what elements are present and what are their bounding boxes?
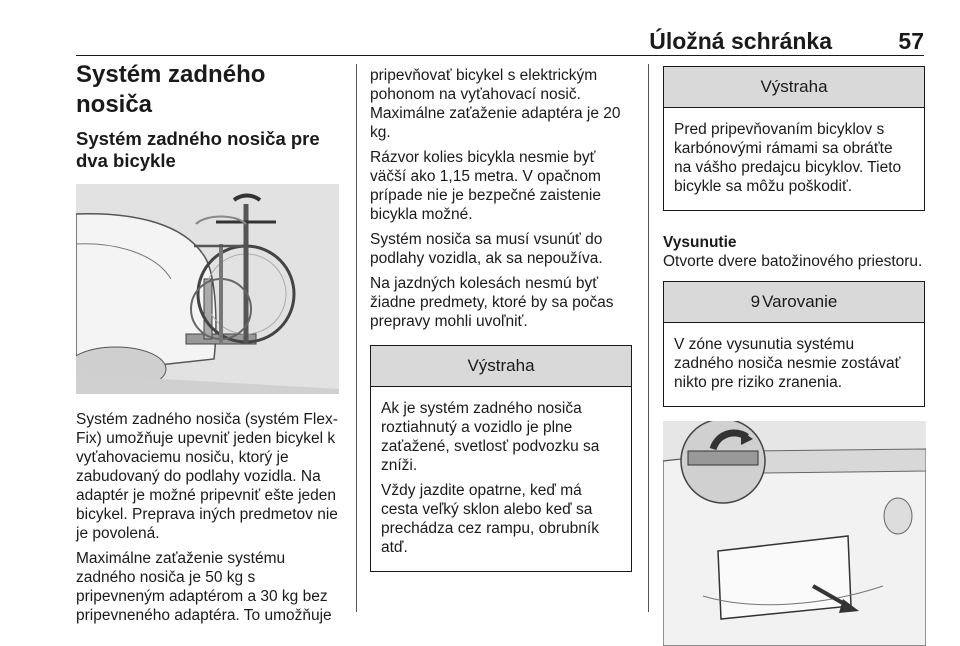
paragraph: pripevňovať bicykel s elektrickým pohonom na vyťahovací nosič. Maximálne zaťaženie adaptéra je 20 kg. xyxy=(370,67,621,141)
warning-box-title xyxy=(664,282,924,323)
caution-box xyxy=(663,66,925,211)
paragraph: Rázvor kolies bicykla nesmie byť väčší ako 1,15 metra. V opačnom prípade nie je bezpečné zaistenie bicykla možné. xyxy=(370,149,601,223)
section-title: Systém zadného nosiča xyxy=(76,61,266,118)
warning-box xyxy=(663,281,925,407)
warning-title: Varovanie xyxy=(762,292,838,311)
page-number: 57 xyxy=(898,28,924,54)
caution-box-body xyxy=(371,387,631,571)
column-3 xyxy=(663,66,925,646)
caution-text: Pred pripevňovaním bicyklov s karbónovými rámami sa obráťte na vášho predajcu bicyklov. Tieto bicykle sa môžu poškodiť. xyxy=(674,121,902,195)
paragraph: Systém nosiča sa musí vsunúť do podlahy vozidla, ak sa nepoužíva. xyxy=(370,231,603,267)
retract-heading: Vysunutie xyxy=(663,234,737,251)
caution-box xyxy=(370,345,632,572)
retract-text: Otvorte dvere batožinového priestoru. xyxy=(663,253,923,270)
carrier-retract-illustration xyxy=(663,421,926,646)
paragraph: Systém zadného nosiča (systém Flex-Fix) umožňuje upevniť jeden bicykel k vyťahovaciemu nosiču, ktorý je zabudovaný do podlahy vozidla. Na adaptér je možné pripevniť ešte jeden bicykel. Preprava iných predmetov nie je povolená. xyxy=(76,411,338,542)
column-divider-2 xyxy=(648,64,649,612)
caution-box-title: Výstraha xyxy=(664,67,924,108)
caution-paragraph: Ak je systém zadného nosiča roztiahnutý a vozidlo je plne zaťažené, svetlosť podvozku sa zníži. xyxy=(381,400,600,474)
warning-box-body xyxy=(664,323,924,406)
paragraph: Maximálne zaťaženie systému zadného nosiča je 50 kg s pripevneným adaptérom a 30 kg bez pripevneného adaptéra. To umožňuje xyxy=(76,550,332,624)
column-2 xyxy=(370,66,632,586)
caution-box-body xyxy=(664,108,924,210)
warning-icon: 9 xyxy=(750,292,761,311)
page-header xyxy=(76,22,924,56)
header-title: Úložná schránka xyxy=(649,28,832,54)
header-rule xyxy=(76,55,924,56)
column-divider-1 xyxy=(356,64,357,612)
paragraph: Na jazdných kolesách nesmú byť žiadne predmety, ktoré by sa počas prepravy mohli uvoľniť. xyxy=(370,275,614,330)
column-1 xyxy=(76,60,346,631)
bike-carrier-illustration xyxy=(76,184,339,394)
caution-box-title: Výstraha xyxy=(371,346,631,387)
warning-text: V zóne vysunutia systému zadného nosiča nesmie zostávať nikto pre riziko zranenia. xyxy=(674,336,901,391)
caution-paragraph: Vždy jazdite opatrne, keď má cesta veľký sklon alebo keď sa prechádza cez rampu, obrubník atď. xyxy=(381,482,599,556)
subsection-title: Systém zadného nosiča pre dva bicykle xyxy=(76,128,320,171)
